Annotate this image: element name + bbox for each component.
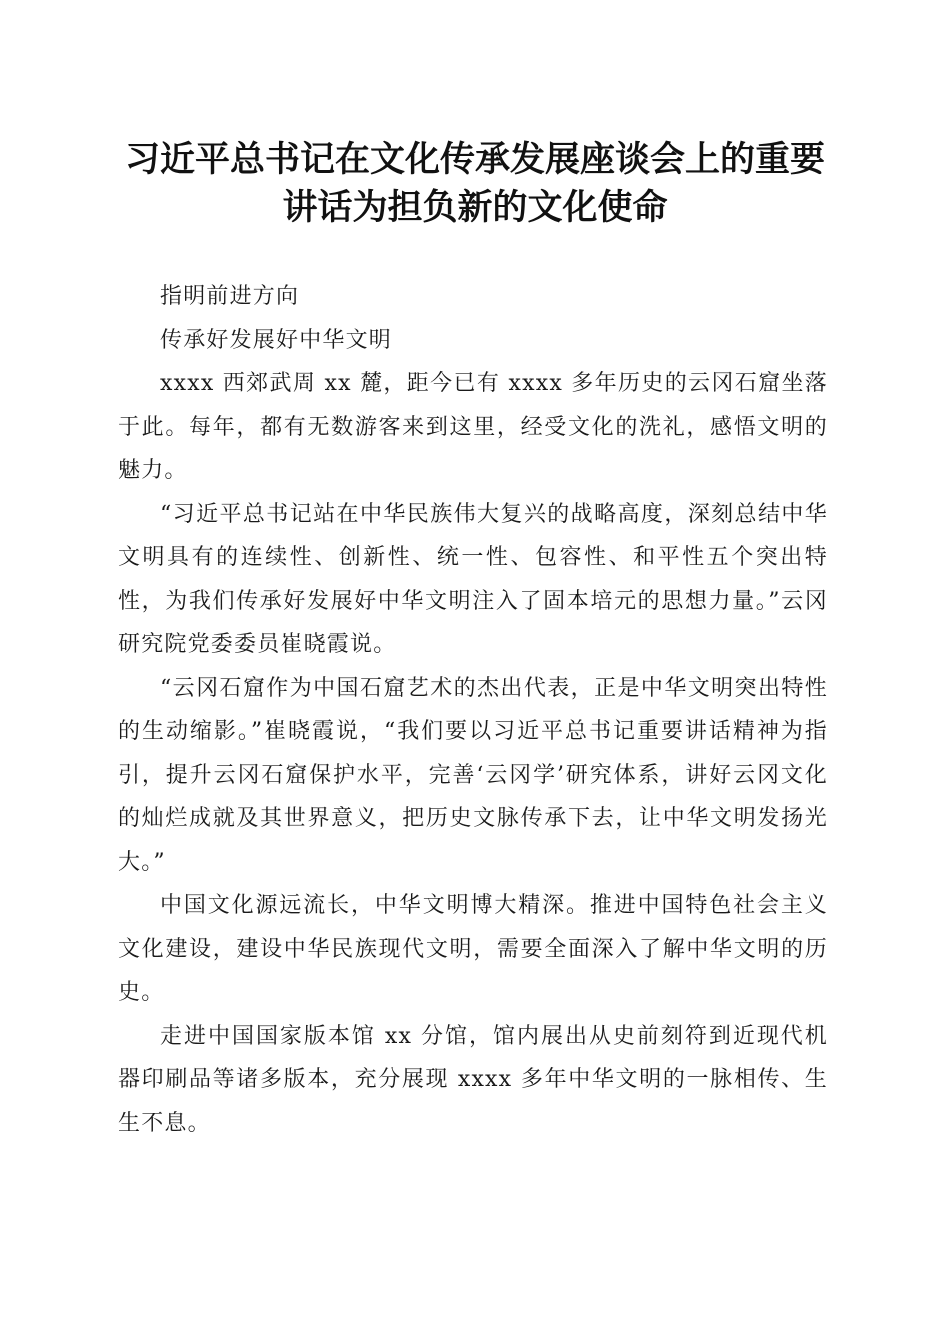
document-title — [100, 136, 850, 232]
document-body — [118, 275, 828, 1145]
subheading-direction: 指明前进方向 — [160, 284, 300, 309]
paragraph-yungang-intro: xxxx 西郊武周 xx 麓，距今已有 xxxx 多年历史的云冈石窟坐落于此。每年，都有无数游客来到这里，经受文化的洗礼，感悟文明的魅力。 — [118, 371, 828, 483]
title-line-1: 习近平总书记在文化传承发展座谈会上的重要 — [124, 139, 825, 180]
paragraph-chinese-culture: 中国文化源远流长，中华文明博大精深。推进中国特色社会主义文化建设，建设中华民族现代文明，需要全面深入了解中华文明的历史。 — [118, 893, 828, 1005]
title-line-2: 讲话为担负新的文化使命 — [282, 187, 668, 228]
paragraph-national-archives: 走进中国国家版本馆 xx 分馆，馆内展出从史前刻符到近现代机器印刷品等诸多版本，充分展现 xxxx 多年中华文明的一脉相传、生生不息。 — [118, 1023, 828, 1136]
paragraph-quote-cui-2: “云冈石窟作为中国石窟艺术的杰出代表，正是中华文明突出特性的生动缩影。”崔晓霞说，“我们要以习近平总书记重要讲话精神为指引，提升云冈石窟保护水平，完善‘云冈学’研究体系，讲好云冈文化的灿烂成就及其世界意义，把历史文脉传承下去，让中华文明发扬光大。” — [118, 675, 828, 875]
subheading-civilization: 传承好发展好中华文明 — [160, 327, 393, 353]
paragraph-quote-cui-1: “习近平总书记站在中华民族伟大复兴的战略高度，深刻总结中华文明具有的连续性、创新性、统一性、包容性、和平性五个突出特性，为我们传承好发展好中华文明注入了固本培元的思想力量。”云冈研究院党委委员崔晓霞说。 — [118, 501, 828, 657]
